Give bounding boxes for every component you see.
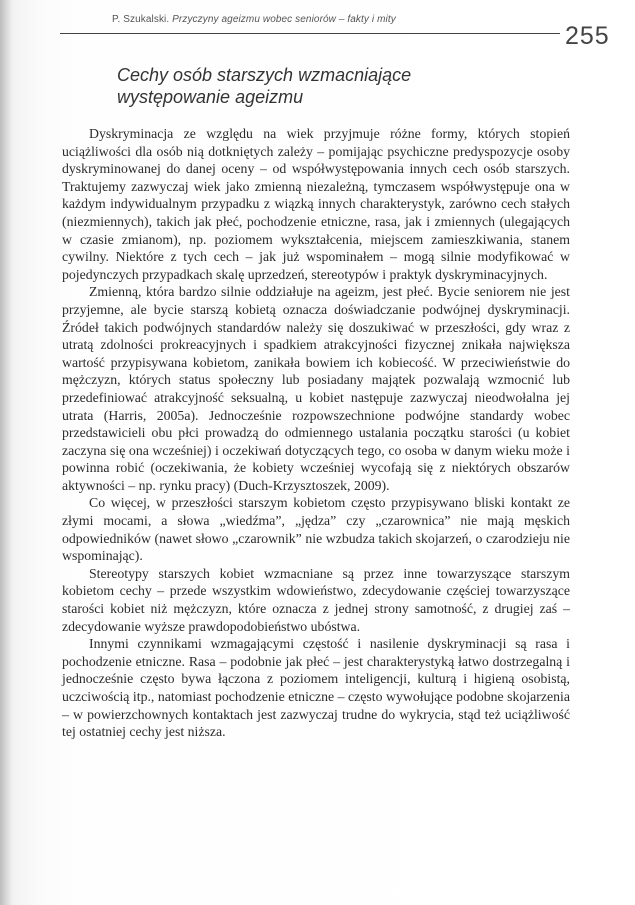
body-text <box>62 125 570 741</box>
running-head-title: Przyczyny ageizmu wobec seniorów – fakty i mity <box>172 14 396 25</box>
paragraph-5: Innymi czynnikami wzmagającymi częstość i nasilenie dyskryminacji są rasa i pochodzenie etniczne. Rasa – podobnie jak płeć – jest charakterystyką łatwo dostrzegalną i jednocześnie często bywa łączona z poziomem inteligencji, kulturą i higieną osobistą, uczciwością itp., natomiast pochodzenie etniczne – często wywołujące podobne skojarzenia – w powierzchownych kontaktach jest zazwyczaj trudne do wykrycia, stąd też uciążliwość tej ostatniej cechy jest niższa. <box>62 636 570 740</box>
section-title-line-2: występowanie ageizmu <box>117 87 304 107</box>
section-title <box>117 64 537 108</box>
paragraph-4: Stereotypy starszych kobiet wzmacniane są przez inne towarzyszące starszym kobietom cechy – przede wszystkim wdowieństwo, zdecydowanie częściej towarzyszące starości kobiet niż mężczyzn, które oznacza z jednej strony samotność, z drugiej zaś – zdecydowanie wyższe prawdopodobieństwo ubóstwa. <box>62 565 570 634</box>
paragraph-3: Co więcej, w przeszłości starszym kobietom często przypisywano bliski kontakt ze złymi mocami, a słowa „wiedźma”, „jędza” czy „czarownica” nie mają męskich odpowiedników (nawet słowo „czarownik” nie wzbudza takich skojarzeń, o czarodzieju nie wspominając). <box>62 495 570 564</box>
paragraph-2: Zmienną, która bardzo silnie oddziałuje na ageizm, jest płeć. Bycie seniorem nie jest przyjemne, ale bycie starszą kobietą oznacza doświadczanie podwójnej dyskryminacji. Źródeł takich podwójnych standardów należy się doszukiwać w przeszłości, gdy wraz z utratą zdolności prokreacyjnych i spadkiem atrakcyjności fizycznej znikała największa wartość przypisywana kobietom, zanikała bowiem ich kobiecość. W przeciwieństwie do mężczyzn, których status społeczny lub posiadany majątek pozwalają wzmocnić lub przedefiniować atrakcyjność seksualną, u kobiet następuje zazwyczaj nieodwołalna jej utrata (Harris, 2005a). Jednocześnie rozpowszechnione podwójne standardy wobec przedstawicieli obu płci prowadzą do odmiennego ustalania początku starości (u kobiet zaczyna się ona wcześniej) i oczekiwań dotyczących tego, co osoba w danym wieku może i powinna robić (oczekiwania, że kobiety wcześniej wycofają się z niektórych obszarów aktywności – np. rynku pracy) (Duch-Krzysztoszek, 2009). <box>62 284 570 493</box>
section-title-line-1: Cechy osób starszych wzmacniające <box>117 65 412 85</box>
running-head-author: P. Szukalski. <box>112 14 170 25</box>
header-rule <box>60 33 560 34</box>
running-head <box>112 14 545 25</box>
page-spine-shadow <box>0 0 12 905</box>
page-number: 255 <box>565 22 610 50</box>
paragraph-1: Dyskryminacja ze względu na wiek przyjmuje różne formy, których stopień uciążliwości dla osób nią dotkniętych zależy – pomijając psychiczne predyspozycje osoby dyskryminowanej do danej oceny – od współwystępowania innych cech osób starszych. Traktujemy zazwyczaj wiek jako zmienną niezależną, tymczasem współwystępuje ona w każdym indywidualnym przypadku z wiązką innych charakterystyk, zarówno cech stałych (niezmiennych), takich jak płeć, pochodzenie etniczne, rasa, jak i zmiennych (ulegających w czasie zmianom), np. poziomem wykształcenia, miejscem zamieszkiwania, stanem cywilny. Niektóre z tych cech – jak już wspominałem – mogą silnie modyfikować w pojedynczych przypadkach skalę uprzedzeń, stereotypów i praktyk dyskryminacyjnych. <box>62 126 570 282</box>
